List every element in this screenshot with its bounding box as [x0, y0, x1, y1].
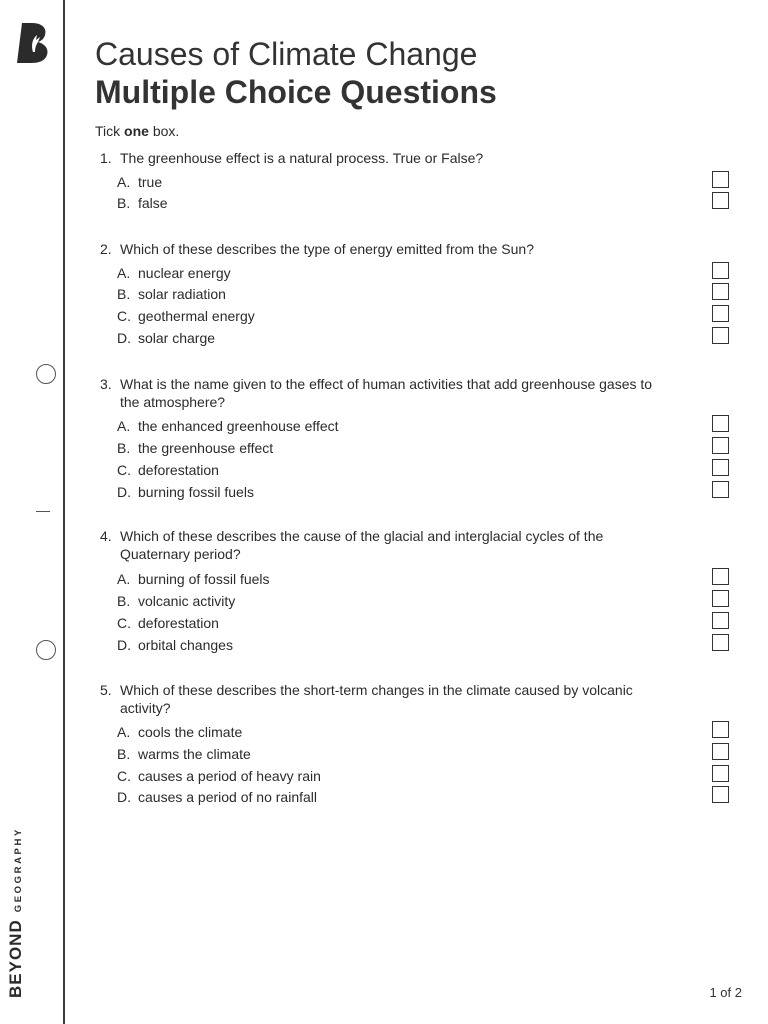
option-letter: A.: [117, 418, 131, 434]
question-number: 4.: [100, 528, 112, 544]
option-text: volcanic activity: [138, 593, 236, 609]
answer-checkbox[interactable]: [712, 786, 729, 803]
question-number: 3.: [100, 376, 112, 392]
option-text: burning fossil fuels: [138, 484, 254, 500]
page-number: 1 of 2: [709, 985, 742, 1000]
option-letter: D.: [117, 484, 131, 500]
question-number: 1.: [100, 150, 112, 166]
instruction: [95, 123, 179, 139]
answer-checkbox[interactable]: [712, 437, 729, 454]
option-text: causes a period of heavy rain: [138, 768, 321, 784]
page-title: Causes of Climate Change: [95, 36, 478, 72]
brand-word-beyond: BEYOND: [6, 919, 25, 998]
option-text: the enhanced greenhouse effect: [138, 418, 339, 434]
instruction-emphasis: one: [124, 123, 149, 139]
answer-checkbox[interactable]: [712, 721, 729, 738]
option-letter: B.: [117, 286, 131, 302]
option-letter: B.: [117, 195, 131, 211]
option-text: true: [138, 174, 163, 190]
answer-checkbox[interactable]: [712, 171, 729, 188]
option-text: solar radiation: [138, 286, 226, 302]
option-text: orbital changes: [138, 637, 233, 653]
option-text: deforestation: [138, 462, 219, 478]
option-text: deforestation: [138, 615, 219, 631]
option-letter: C.: [117, 615, 131, 631]
answer-checkbox[interactable]: [712, 634, 729, 651]
answer-checkbox[interactable]: [712, 743, 729, 760]
instruction-suffix: box.: [148, 123, 180, 139]
brand-word-geography: GEOGRAPHY: [13, 827, 24, 913]
answer-checkbox[interactable]: [712, 765, 729, 782]
option-text: nuclear energy: [138, 265, 231, 281]
question-text: What is the name given to the effect of human activities that add greenhouse gases to the atmosphere?: [120, 376, 653, 410]
option-letter: A.: [117, 724, 131, 740]
brand-label: [6, 827, 26, 998]
option-text: warms the climate: [138, 746, 251, 762]
option-letter: D.: [117, 330, 131, 346]
option-text: burning of fossil fuels: [138, 571, 270, 587]
option-letter: A.: [117, 174, 131, 190]
option-letter: D.: [117, 637, 131, 653]
question-number: 5.: [100, 682, 112, 698]
question-number: 2.: [100, 241, 112, 257]
answer-checkbox[interactable]: [712, 305, 729, 322]
option-letter: B.: [117, 746, 131, 762]
question-text: Which of these describes the type of energy emitted from the Sun?: [120, 241, 534, 257]
option-text: the greenhouse effect: [138, 440, 274, 456]
option-text: solar charge: [138, 330, 216, 346]
answer-checkbox[interactable]: [712, 262, 729, 279]
option-letter: A.: [117, 265, 131, 281]
question-text: Which of these describes the cause of the glacial and interglacial cycles of the Quaternary period?: [120, 528, 604, 562]
option-letter: B.: [117, 440, 131, 456]
punch-hole-bottom: [36, 640, 56, 660]
question-text: Which of these describes the short-term changes in the climate caused by volcanic activity?: [120, 682, 633, 716]
answer-checkbox[interactable]: [712, 283, 729, 300]
option-letter: C.: [117, 308, 131, 324]
answer-checkbox[interactable]: [712, 481, 729, 498]
option-letter: A.: [117, 571, 131, 587]
answer-checkbox[interactable]: [712, 590, 729, 607]
option-text: geothermal energy: [138, 308, 255, 324]
answer-checkbox[interactable]: [712, 327, 729, 344]
punch-hole-top: [36, 364, 56, 384]
answer-checkbox[interactable]: [712, 415, 729, 432]
answer-checkbox[interactable]: [712, 459, 729, 476]
beyond-logo-icon: [16, 22, 50, 64]
option-text: cools the climate: [138, 724, 243, 740]
page-subtitle: Multiple Choice Questions: [95, 74, 497, 110]
option-text: causes a period of no rainfall: [138, 789, 317, 805]
answer-checkbox[interactable]: [712, 192, 729, 209]
fold-mark: [36, 511, 50, 512]
option-letter: D.: [117, 789, 131, 805]
answer-checkbox[interactable]: [712, 612, 729, 629]
option-letter: C.: [117, 462, 131, 478]
option-text: false: [138, 195, 168, 211]
margin-line: [63, 0, 65, 1024]
question-text: The greenhouse effect is a natural process. True or False?: [120, 150, 484, 166]
option-letter: B.: [117, 593, 131, 609]
option-letter: C.: [117, 768, 131, 784]
answer-checkbox[interactable]: [712, 568, 729, 585]
instruction-prefix: Tick: [95, 123, 125, 139]
